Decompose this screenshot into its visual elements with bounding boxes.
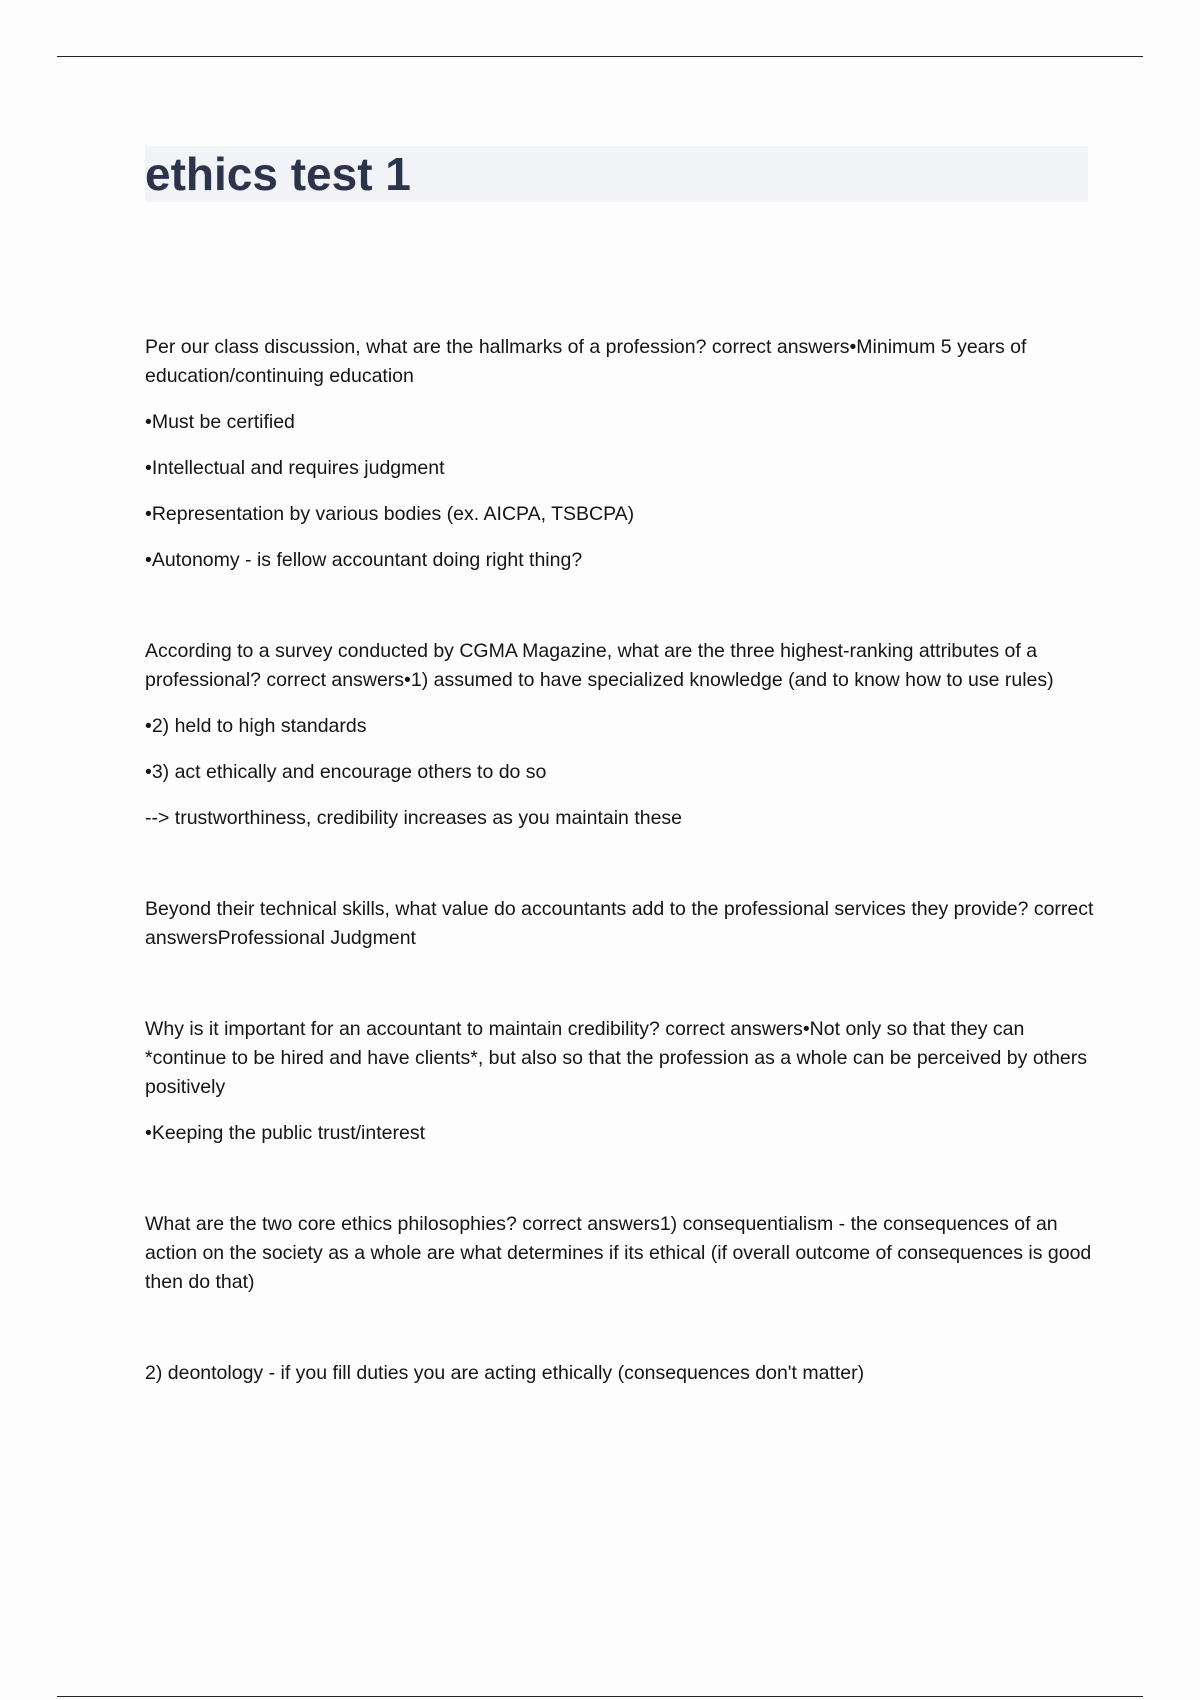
note-paragraph: --> trustworthiness, credibility increases as you maintain these — [145, 807, 683, 829]
question-paragraph: According to a survey conducted by CGMA Magazine, what are the three highest-ranking attributes of a professional? correct answers•1) assumed to have specialized knowledge (and to know how to use rules) — [145, 640, 1054, 691]
title-banner — [145, 146, 1088, 202]
bullet-paragraph: •Representation by various bodies (ex. AICPA, TSBCPA) — [145, 503, 635, 525]
question-paragraph: Per our class discussion, what are the hallmarks of a profession? correct answers•Minimum 5 years of education/continuing education — [145, 336, 1027, 387]
bullet-paragraph: •2) held to high standards — [145, 715, 367, 737]
page-title: ethics test 1 — [145, 148, 411, 200]
bottom-divider — [57, 1696, 1143, 1697]
answer-paragraph: 2) deontology - if you fill duties you are acting ethically (consequences don't matter) — [145, 1362, 865, 1384]
bullet-paragraph: •Intellectual and requires judgment — [145, 457, 445, 479]
qa-block-philosophies — [145, 1210, 1095, 1297]
question-paragraph: Beyond their technical skills, what value do accountants add to the professional services they provide? correct answersProfessional Judgment — [145, 898, 1094, 949]
qa-block-attributes — [145, 637, 1095, 833]
question-paragraph: Why is it important for an accountant to maintain credibility? correct answers•Not only so that they can *continue to be hired and have clients*, but also so that the profession as a whole can be perceived by others positively — [145, 1018, 1088, 1098]
qa-block-credibility — [145, 1015, 1095, 1148]
qa-block-value — [145, 895, 1095, 953]
question-paragraph: What are the two core ethics philosophies? correct answers1) consequentialism - the consequences of an action on the society as a whole are what determines if its ethical (if overall outcome of consequences is good then do that) — [145, 1213, 1092, 1293]
bullet-paragraph: •Must be certified — [145, 411, 295, 433]
qa-block-deontology — [145, 1359, 1095, 1388]
bullet-paragraph: •Autonomy - is fellow accountant doing right thing? — [145, 549, 583, 571]
qa-block-hallmarks — [145, 333, 1095, 575]
document-body — [145, 333, 1095, 1450]
bullet-paragraph: •3) act ethically and encourage others to do so — [145, 761, 547, 783]
bullet-paragraph: •Keeping the public trust/interest — [145, 1122, 425, 1144]
top-divider — [57, 56, 1143, 57]
